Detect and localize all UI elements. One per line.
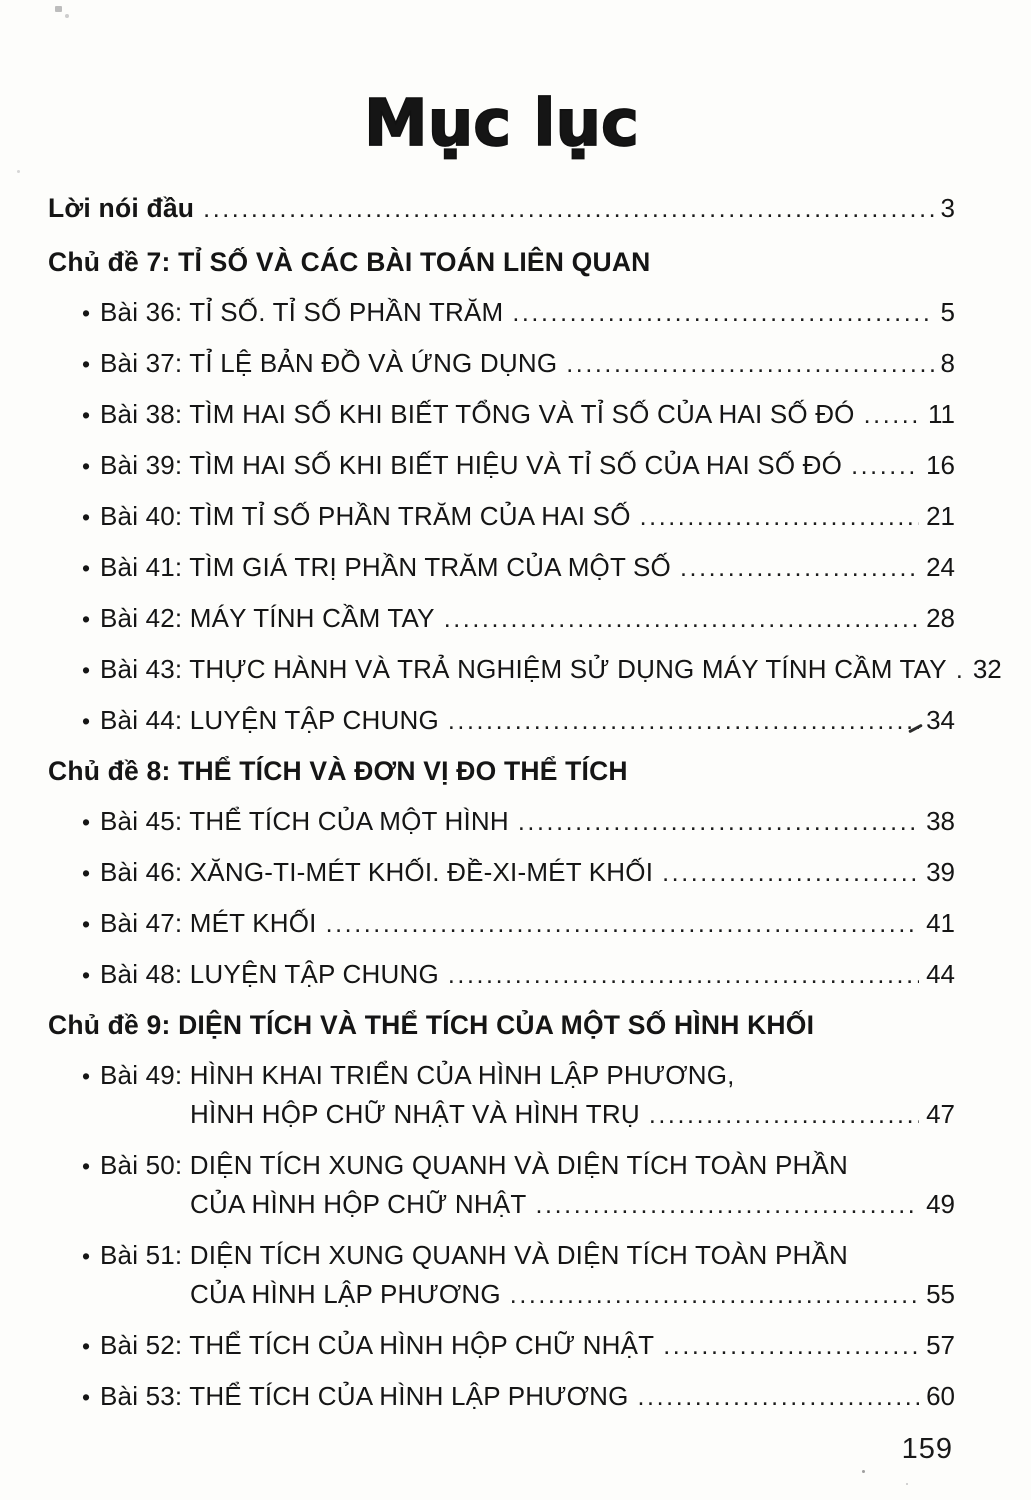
toc-entry-line bbox=[82, 400, 955, 430]
toc-entry bbox=[48, 706, 955, 736]
toc-list bbox=[48, 193, 1002, 1412]
toc-page-number: 57 bbox=[926, 1330, 955, 1360]
dot-leader bbox=[448, 706, 919, 736]
toc-entry bbox=[48, 604, 955, 634]
toc-chapter-heading bbox=[48, 1011, 955, 1040]
toc-entry-line bbox=[82, 1382, 955, 1412]
toc-entry-line bbox=[82, 1280, 955, 1310]
toc-page-number: 34 bbox=[926, 705, 955, 735]
dot-leader bbox=[203, 195, 933, 227]
bullet-icon: • bbox=[82, 809, 91, 835]
dot-leader bbox=[510, 1280, 919, 1310]
bullet-icon: • bbox=[82, 860, 91, 886]
toc-entry-label: Bài 44: LUYỆN TẬP CHUNG bbox=[100, 705, 439, 735]
dot-leader bbox=[536, 1190, 920, 1220]
toc-entry-label: HÌNH HỘP CHỮ NHẬT VÀ HÌNH TRỤ bbox=[190, 1099, 640, 1129]
toc-entry-label: Bài 39: TÌM HAI SỐ KHI BIẾT HIỆU VÀ TỈ SỐ CỦA HAI SỐ ĐÓ bbox=[100, 450, 843, 480]
bullet-icon: • bbox=[82, 911, 91, 937]
bullet-icon: • bbox=[82, 351, 91, 377]
dot-leader bbox=[956, 655, 966, 685]
toc-entry bbox=[48, 1331, 955, 1361]
bullet-icon: • bbox=[82, 962, 91, 988]
bullet-icon: • bbox=[82, 708, 91, 734]
toc-entry bbox=[48, 502, 955, 532]
toc-entry-line bbox=[48, 248, 955, 277]
toc-entry-label: Bài 47: MÉT KHỐI bbox=[100, 908, 317, 938]
toc-page-number: 44 bbox=[926, 959, 955, 989]
toc-entry-label: Bài 48: LUYỆN TẬP CHUNG bbox=[100, 959, 439, 989]
toc-entry bbox=[48, 553, 955, 583]
toc-entry bbox=[48, 400, 955, 430]
page-title: Mục lục bbox=[364, 87, 639, 161]
toc-page-number: 32 bbox=[972, 654, 1002, 684]
bullet-icon: • bbox=[82, 504, 91, 530]
bullet-icon: • bbox=[82, 555, 91, 581]
toc-entry-label: Chủ đề 8: THỂ TÍCH VÀ ĐƠN VỊ ĐO THỂ TÍCH bbox=[48, 756, 628, 786]
scan-speck bbox=[55, 6, 62, 12]
dot-leader bbox=[518, 807, 919, 837]
scan-speck bbox=[906, 1483, 908, 1485]
toc-page-number: 24 bbox=[926, 552, 955, 582]
toc-entry-label: Bài 50: DIỆN TÍCH XUNG QUANH VÀ DIỆN TÍCH TOÀN PHẦN bbox=[100, 1150, 848, 1180]
toc-entry-line bbox=[82, 1151, 955, 1181]
folio-page-number: 159 bbox=[901, 1433, 953, 1465]
toc-entry bbox=[48, 451, 955, 481]
toc-entry-line bbox=[82, 349, 955, 379]
toc-entry-label: Chủ đề 7: TỈ SỐ VÀ CÁC BÀI TOÁN LIÊN QUAN bbox=[48, 247, 651, 277]
toc-entry bbox=[48, 349, 955, 379]
toc-entry-line bbox=[82, 553, 955, 583]
toc-entry-line bbox=[48, 194, 955, 227]
toc-entry-label: Bài 37: TỈ LỆ BẢN ĐỒ VÀ ỨNG DỤNG bbox=[100, 348, 558, 378]
toc-entry-label: Bài 41: TÌM GIÁ TRỊ PHẦN TRĂM CỦA MỘT SỐ bbox=[100, 552, 671, 582]
toc-entry-label: Bài 52: THỂ TÍCH CỦA HÌNH HỘP CHỮ NHẬT bbox=[100, 1330, 655, 1360]
dot-leader bbox=[640, 502, 919, 532]
toc-page-number: 39 bbox=[926, 857, 955, 887]
bullet-icon: • bbox=[82, 1063, 91, 1089]
toc-entry-label: Bài 36: TỈ SỐ. TỈ SỐ PHẦN TRĂM bbox=[100, 297, 504, 327]
toc-entry bbox=[48, 807, 955, 837]
toc-page-number: 16 bbox=[926, 450, 955, 480]
toc-entry-line bbox=[82, 807, 955, 837]
toc-entry bbox=[48, 1241, 955, 1310]
toc-entry-line bbox=[48, 757, 955, 786]
bullet-icon: • bbox=[82, 1153, 91, 1179]
toc-entry bbox=[48, 1061, 955, 1130]
toc-entry-line bbox=[82, 654, 1002, 685]
toc-entry bbox=[48, 960, 955, 990]
toc-entry bbox=[48, 298, 955, 328]
toc-entry-line bbox=[82, 858, 955, 888]
toc-page-number: 47 bbox=[926, 1099, 955, 1129]
toc-page-number: 38 bbox=[926, 806, 955, 836]
dot-leader bbox=[864, 400, 921, 430]
bullet-icon: • bbox=[82, 300, 91, 326]
toc-preface-entry bbox=[48, 194, 955, 227]
dot-leader bbox=[851, 451, 919, 481]
bullet-icon: • bbox=[82, 606, 91, 632]
toc-page-number: 28 bbox=[926, 603, 955, 633]
toc-chapter-heading bbox=[48, 757, 955, 786]
scan-speck bbox=[862, 1470, 865, 1473]
toc-entry bbox=[48, 654, 1002, 685]
toc-entry-line bbox=[82, 1061, 955, 1091]
bullet-icon: • bbox=[82, 1333, 91, 1359]
dot-leader bbox=[662, 858, 919, 888]
dot-leader bbox=[444, 604, 919, 634]
toc-entry-label: CỦA HÌNH LẬP PHƯƠNG bbox=[190, 1279, 501, 1309]
dot-leader bbox=[663, 1331, 919, 1361]
toc-entry bbox=[48, 909, 955, 939]
dot-leader bbox=[512, 298, 933, 328]
toc-entry-line bbox=[48, 1011, 955, 1040]
toc-entry-line bbox=[82, 1331, 955, 1361]
toc-entry-label: Bài 43: THỰC HÀNH VÀ TRẢ NGHIỆM SỬ DỤNG MÁY TÍNH CẦM TAY bbox=[100, 654, 947, 684]
toc-page-number: 21 bbox=[926, 501, 955, 531]
toc-entry-label: Bài 46: XĂNG-TI-MÉT KHỐI. ĐỀ-XI-MÉT KHỐI bbox=[100, 857, 654, 887]
bullet-icon: • bbox=[82, 1384, 91, 1410]
toc-entry-label: Bài 40: TÌM TỈ SỐ PHẦN TRĂM CỦA HAI SỐ bbox=[100, 501, 631, 531]
toc-page-number: 3 bbox=[940, 193, 955, 223]
toc-chapter-heading bbox=[48, 248, 955, 277]
toc-entry-line bbox=[82, 706, 955, 736]
toc-page-number: 11 bbox=[928, 399, 955, 429]
scan-speck bbox=[17, 170, 20, 173]
dot-leader bbox=[649, 1100, 919, 1130]
toc-entry-label: Chủ đề 9: DIỆN TÍCH VÀ THỂ TÍCH CỦA MỘT SỐ HÌNH KHỐI bbox=[48, 1010, 815, 1040]
toc-entry-label: Bài 51: DIỆN TÍCH XUNG QUANH VÀ DIỆN TÍCH TOÀN PHẦN bbox=[100, 1240, 848, 1270]
dot-leader bbox=[326, 909, 920, 939]
toc-entry bbox=[48, 858, 955, 888]
toc-page-number: 60 bbox=[926, 1381, 955, 1411]
toc-entry-label: CỦA HÌNH HỘP CHỮ NHẬT bbox=[190, 1189, 527, 1219]
toc-entry-line bbox=[82, 502, 955, 532]
toc-entry bbox=[48, 1151, 955, 1220]
toc-entry-line bbox=[82, 298, 955, 328]
toc-entry bbox=[48, 1382, 955, 1412]
toc-entry-label: Lời nói đầu bbox=[48, 193, 195, 223]
toc-entry-label: Bài 53: THỂ TÍCH CỦA HÌNH LẬP PHƯƠNG bbox=[100, 1381, 629, 1411]
toc-entry-line bbox=[82, 909, 955, 939]
toc-entry-line bbox=[82, 960, 955, 990]
toc-page-number: 5 bbox=[940, 297, 955, 327]
toc-entry-line bbox=[82, 1100, 955, 1130]
bullet-icon: • bbox=[82, 402, 91, 428]
toc-page-number: 41 bbox=[926, 908, 955, 938]
dot-leader bbox=[566, 349, 933, 379]
toc-entry-label: Bài 42: MÁY TÍNH CẦM TAY bbox=[100, 603, 435, 633]
toc-page-number: 8 bbox=[940, 348, 955, 378]
dot-leader bbox=[680, 553, 919, 583]
toc-entry-label: Bài 38: TÌM HAI SỐ KHI BIẾT TỔNG VÀ TỈ SỐ CỦA HAI SỐ ĐÓ bbox=[100, 399, 855, 429]
bullet-icon: • bbox=[82, 657, 91, 683]
toc-page-number: 55 bbox=[926, 1279, 955, 1309]
bullet-icon: • bbox=[82, 453, 91, 479]
toc-page-number: 49 bbox=[926, 1189, 955, 1219]
toc-entry-line bbox=[82, 1241, 955, 1271]
scan-speck bbox=[65, 14, 69, 18]
toc-entry-label: Bài 45: THỂ TÍCH CỦA MỘT HÌNH bbox=[100, 806, 509, 836]
dot-leader bbox=[638, 1382, 920, 1412]
bullet-icon: • bbox=[82, 1243, 91, 1269]
toc-entry-line bbox=[82, 1190, 955, 1220]
toc-entry-line bbox=[82, 604, 955, 634]
toc-entry-label: Bài 49: HÌNH KHAI TRIỂN CỦA HÌNH LẬP PHƯƠNG, bbox=[100, 1060, 735, 1090]
dot-leader bbox=[448, 960, 919, 990]
toc-entry-line bbox=[82, 451, 955, 481]
